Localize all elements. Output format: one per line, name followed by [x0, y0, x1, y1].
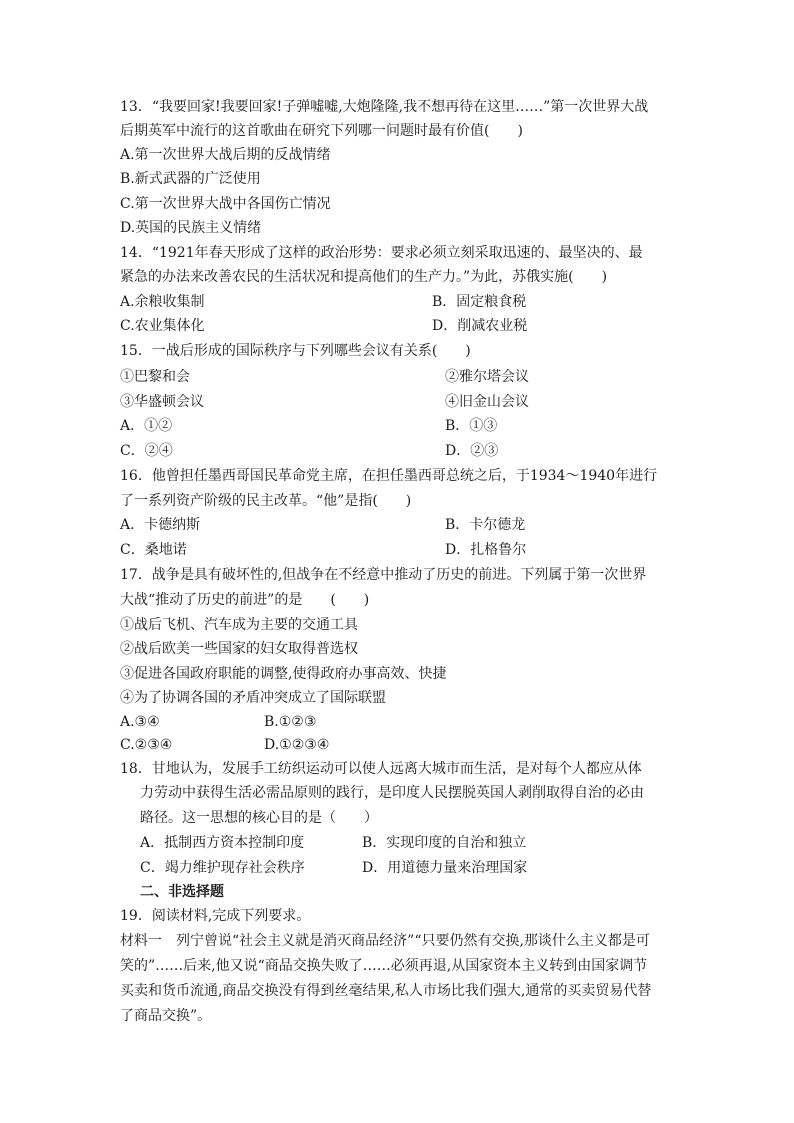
q16-option-b: B．卡尔德龙 — [445, 517, 526, 533]
q17-item-3: ③促进各国政府职能的调整,使得政府办事高效、快捷 — [120, 666, 447, 682]
q13-option-b: B.新式武器的广泛使用 — [120, 171, 261, 187]
q17-item-4: ④为了协调各国的矛盾冲突成立了国际联盟 — [120, 690, 386, 706]
q13-option-d: D.英国的民族主义情绪 — [120, 220, 262, 236]
q17-option-d: D.①②③④ — [264, 737, 330, 753]
q18-option-d: D．用道德力量来治理国家 — [362, 860, 528, 876]
section-heading: 二、非选择题 — [140, 884, 224, 900]
q17-item-1: ①战后飞机、汽车成为主要的交通工具 — [120, 617, 358, 633]
q19-material-line-3: 买卖和货币流通,商品交换没有得到丝毫结果,私人市场比我们强大,通常的买卖贸易代替 — [120, 983, 652, 999]
q14-stem: 14．“1921年春天形成了这样的政治形势：要求必须立刻采取迅速的、最坚决的、最 — [120, 245, 643, 261]
q18-option-b: B．实现印度的自治和独立 — [362, 835, 527, 851]
q16-option-c: C．桑地诺 — [120, 542, 187, 558]
q14-stem-cont: 紧急的办法来改善农民的生活状况和提高他们的生产力。”为此，苏俄实施( ) — [120, 269, 608, 285]
q13-stem-cont: 后期英军中流行的这首歌曲在研究下列哪一问题时最有价值( ) — [120, 123, 523, 139]
q17-stem: 17．战争是具有破坏性的,但战争在不经意中推动了历史的前进。下列属于第一次世界 — [120, 567, 647, 583]
q15-option-a: A．①② — [120, 418, 173, 434]
q16-option-a: A．卡德纳斯 — [120, 517, 201, 533]
q14-option-a: A.余粮收集制 — [120, 294, 205, 310]
q13-stem: 13．“我要回家!我要回家!子弹嘘嘘,大炮隆隆,我不想再待在这里……”第一次世界大战 — [120, 99, 649, 115]
q15-item-1: ①巴黎和会 — [120, 369, 190, 385]
q18-option-a: A．抵制西方资本控制印度 — [140, 835, 305, 851]
q13-option-c: C.第一次世界大战中各国伤亡情况 — [120, 196, 331, 212]
q15-option-b: B．①③ — [445, 418, 498, 434]
q18-option-c: C．竭力维护现存社会秩序 — [140, 860, 305, 876]
q14-option-d: D．削减农业税 — [432, 318, 528, 334]
q17-option-a: A.③④ — [120, 714, 160, 730]
q15-item-3: ③华盛顿会议 — [120, 394, 204, 410]
q17-item-2: ②战后欧美一些国家的妇女取得普选权 — [120, 641, 358, 657]
q16-stem: 16．他曾担任墨西哥国民革命党主席，在担任墨西哥总统之后，于1934～1940年进行 — [120, 468, 658, 484]
q15-option-c: C．②④ — [120, 443, 173, 459]
q15-stem: 15．一战后形成的国际秩序与下列哪些会议有关系( ) — [120, 343, 471, 359]
q17-stem-cont: 大战“推动了历史的前进”的是 ( ) — [120, 592, 370, 608]
q16-stem-cont: 了一系列资产阶级的民主改革。“他”是指( ) — [120, 493, 412, 509]
q13-option-a: A.第一次世界大战后期的反战情绪 — [120, 147, 331, 163]
q19-material-line-2: 笑的”……后来,他又说“商品交换失败了……必须再退,从国家资本主义转到由国家调节 — [120, 958, 648, 974]
q18-stem-cont: 力劳动中获得生活必需品原则的践行，是印度人民摆脱英国人剥削取得自治的必由 — [140, 785, 644, 801]
q18-stem-cont2: 路径。这一思想的核心目的是（ ） — [140, 810, 378, 826]
q18-stem: 18．甘地认为，发展手工纺织运动可以使人远离大城市而生活，是对每个人都应从体 — [120, 761, 642, 777]
q14-option-b: B．固定粮食税 — [432, 294, 527, 310]
q19-material-line-4: 了商品交换”。 — [120, 1008, 212, 1024]
q17-option-c: C.②③④ — [120, 737, 173, 753]
q16-option-d: D．扎格鲁尔 — [445, 542, 527, 558]
q19-material-line-1: 材料一 列宁曾说“社会主义就是消灭商品经济”“只要仍然有交换,那谈什么主义都是可 — [120, 933, 650, 949]
q19-stem: 19．阅读材料,完成下列要求。 — [120, 908, 311, 924]
q15-item-2: ②雅尔塔会议 — [445, 369, 529, 385]
q17-option-b: B.①②③ — [264, 714, 317, 730]
q15-item-4: ④旧金山会议 — [445, 394, 529, 410]
q15-option-d: D．②③ — [445, 443, 499, 459]
q14-option-c: C.农业集体化 — [120, 318, 205, 334]
